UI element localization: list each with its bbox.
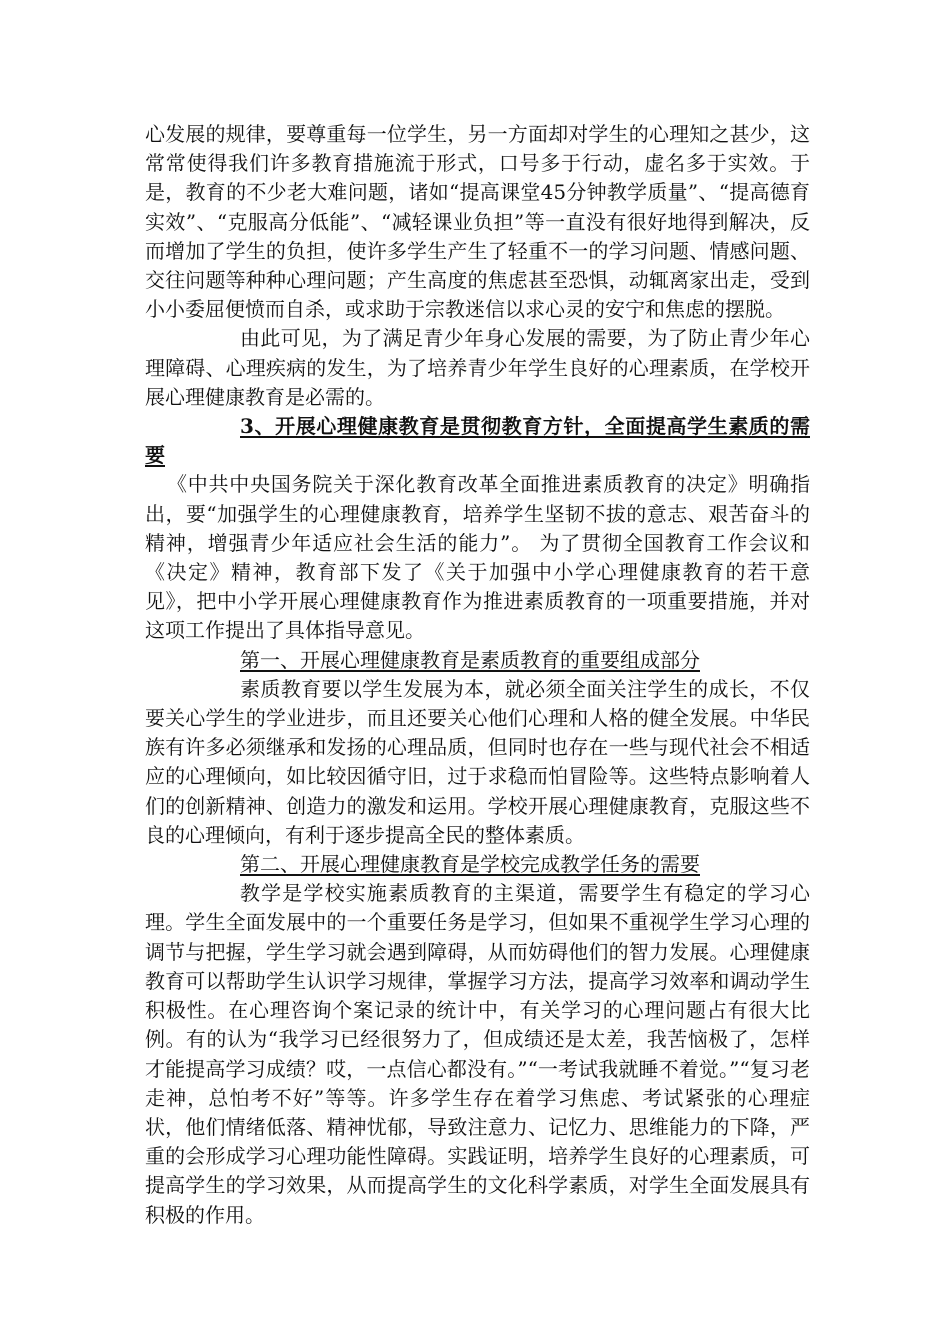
paragraph-2: 由此可见，为了满足青少年身心发展的需要，为了防止青少年心理障碍、心理疾病的发生，为了培养青少年学生良好的心理素质，在学校开展心理健康教育是必需的。 <box>145 326 810 409</box>
paragraph-1: 心发展的规律，要尊重每一位学生，另一方面却对学生的心理知之甚少，这常常使得我们许多教育措施流于形式，口号多于行动，虚名多于实效。于是，教育的不少老大难问题，诸如“提高课堂45分钟教学质量”、“提高德育实效”、“克服高分低能”、“减轻课业负担”等一直没有很好地得到解决，反而增加了学生的负担，使许多学生产生了轻重不一的学习问题、情感问题、交往问题等种种心理问题；产生高度的焦虑甚至恐惧，动辄离家出走，受到小小委屈便愤而自杀，或求助于宗教迷信以求心灵的安宁和焦虑的摆脱。 <box>145 122 810 322</box>
document-page <box>145 120 810 1230</box>
paragraph-decision: 《中共中央国务院关于深化教育改革全面推进素质教育的决定》明确指出，要“加强学生的心理健康教育，培养学生坚韧不拔的意志、艰苦奋斗的精神，增强青少年适应社会生活的能力”。 为了贯彻全国教育工作会议和《决定》精神，教育部下发了《关于加强中小学心理健康教育的若干意见》，把中小学开展心理健康教育作为推进素质教育的一项重要措施，并对这项工作提出了具体指导意见。 <box>145 472 810 643</box>
subheading-first: 第一、开展心理健康教育是素质教育的重要组成部分 <box>240 647 700 672</box>
paragraph-teaching: 教学是学校实施素质教育的主渠道，需要学生有稳定的学习心理。学生全面发展中的一个重要任务是学习，但如果不重视学生学习心理的调节与把握，学生学习就会遇到障碍，从而妨碍他们的智力发展。心理健康教育可以帮助学生认识学习规律，掌握学习方法，提高学习效率和调动学生积极性。在心理咨询个案记录的统计中，有关学习的心理问题占有很大比例。有的认为“我学习已经很努力了，但成绩还是太差，我苦恼极了，怎样才能提高学习成绩？哎，一点信心都没有。”“一考试我就睡不着觉。”“复习老走神，总怕考不好”等等。许多学生存在着学习焦虑、考试紧张的心理症状，他们情绪低落、精神忧郁，导致注意力、记忆力、思维能力的下降，严重的会形成学习心理功能性障碍。实践证明，培养学生良好的心理素质，可提高学生的学习效果，从而提高学生的文化科学素质，对学生全面发展具有积极的作用。 <box>145 881 810 1227</box>
section-heading-3: 3、开展心理健康教育是贯彻教育方针，全面提高学生素质的需要 <box>145 414 810 468</box>
subheading-second: 第二、开展心理健康教育是学校完成教学任务的需要 <box>240 852 700 877</box>
paragraph-quality-education: 素质教育要以学生发展为本，就必须全面关注学生的成长，不仅要关心学生的学业进步，而且还要关心他们心理和人格的健全发展。中华民族有许多必须继承和发扬的心理品质，但同时也存在一些与现代社会不相适应的心理倾向，如比较因循守旧，过于求稳而怕冒险等。这些特点影响着人们的创新精神、创造力的激发和运用。学校开展心理健康教育，克服这些不良的心理倾向，有利于逐步提高全民的整体素质。 <box>145 676 810 847</box>
